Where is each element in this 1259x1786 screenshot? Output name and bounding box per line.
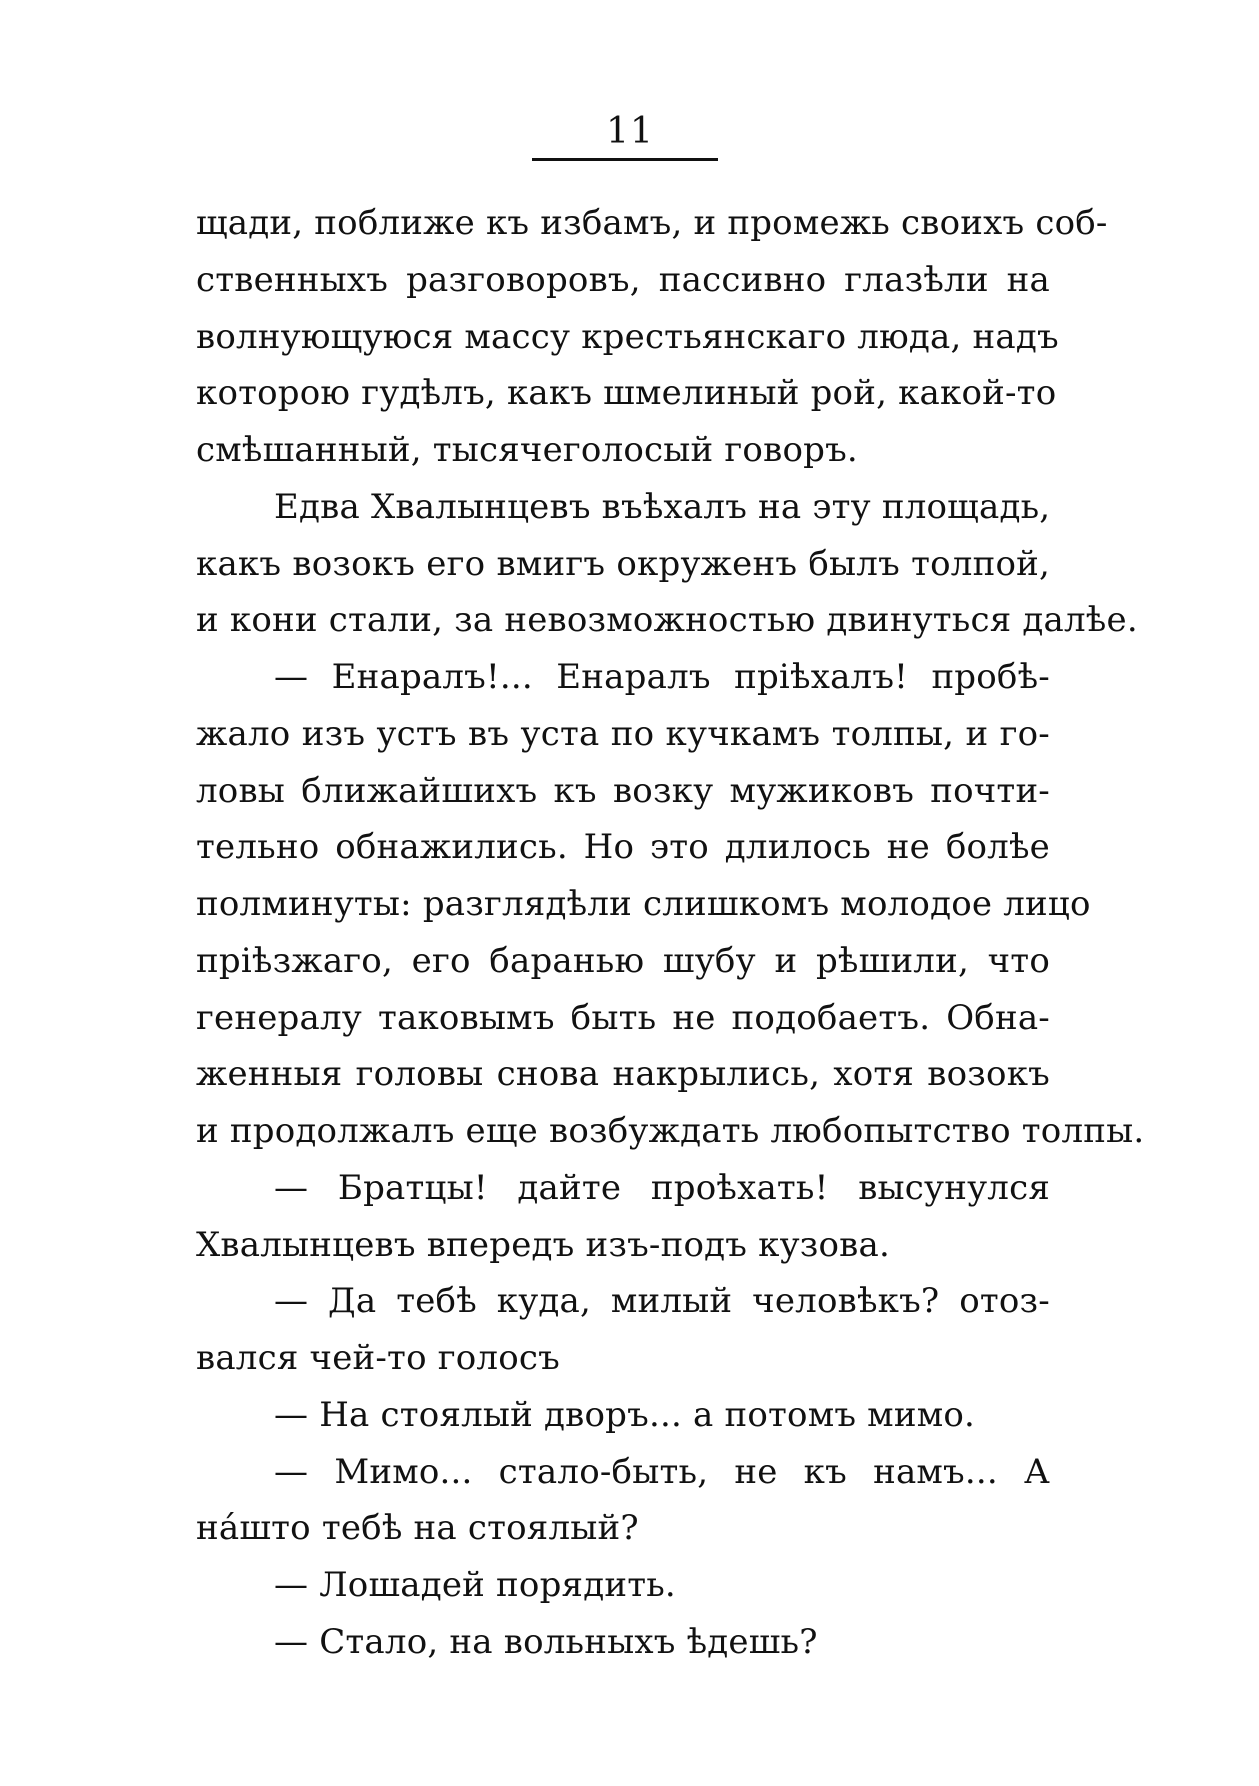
body-text (196, 195, 1145, 1671)
text-line: — Енаралъ!... Енаралъ пріѣхалъ! пробѣ- (274, 657, 1050, 697)
text-line: пріѣзжаго, его баранью шубу и рѣшили, что (196, 940, 1050, 981)
text-line: смѣшанный, тысячеголосый говоръ. (196, 430, 858, 470)
text-line: и продолжалъ еще возбуждать любопытство толпы. (196, 1111, 1145, 1151)
text-line: ственныхъ разговоровъ, пассивно глазѣли на (196, 259, 1050, 300)
text-line: вался чей-то голосъ (196, 1338, 560, 1378)
text-line: тельно обнажились. Но это длилось не болѣе (196, 827, 1050, 868)
text-line: генералу таковымъ быть не подобаетъ. Обна- (196, 997, 1050, 1038)
text-line: ловы ближайшихъ къ возку мужиковъ почти- (196, 770, 1050, 811)
text-line: какъ возокъ его вмигъ окруженъ былъ толпой, (196, 543, 1050, 584)
text-line: — Братцы! дайте проѣхать! высунулся (274, 1167, 1050, 1208)
text-line: нáшто тебѣ на стоялый? (196, 1508, 639, 1549)
text-line: волнующуюся массу крестьянскаго люда, надъ (196, 316, 1059, 357)
page-number-rule (532, 158, 718, 161)
text-line: которою гудѣлъ, какъ шмелиный рой, какой-то (196, 373, 1057, 414)
text-line: — На стоялый дворъ... а потомъ мимо. (274, 1394, 976, 1435)
text-line: — Лошадей порядить. (274, 1565, 676, 1605)
text-line: Едва Хвалынцевъ въѣхалъ на эту площадь, (274, 486, 1051, 527)
page-number: 11 (606, 111, 654, 152)
text-line: женныя головы снова накрылись, хотя возокъ (196, 1054, 1050, 1095)
text-line: — Да тебѣ куда, милый человѣкъ? отоз- (274, 1281, 1050, 1322)
text-line: щади, поближе къ избамъ, и промежь своихъ соб- (196, 203, 1108, 243)
text-line: — Мимо... стало-быть, не къ намъ... А (274, 1451, 1050, 1492)
text-line: Хвалынцевъ впередъ изъ-подъ кузова. (196, 1224, 891, 1265)
text-line: жало изъ устъ въ уста по кучкамъ толпы, и го- (196, 713, 1050, 754)
text-line: — Стало, на вольныхъ ѣдешь? (274, 1621, 818, 1662)
text-line: и кони стали, за невозможностью двинуться далѣе. (196, 600, 1138, 641)
text-line: полминуты: разглядѣли слишкомъ молодое лицо (196, 884, 1091, 924)
